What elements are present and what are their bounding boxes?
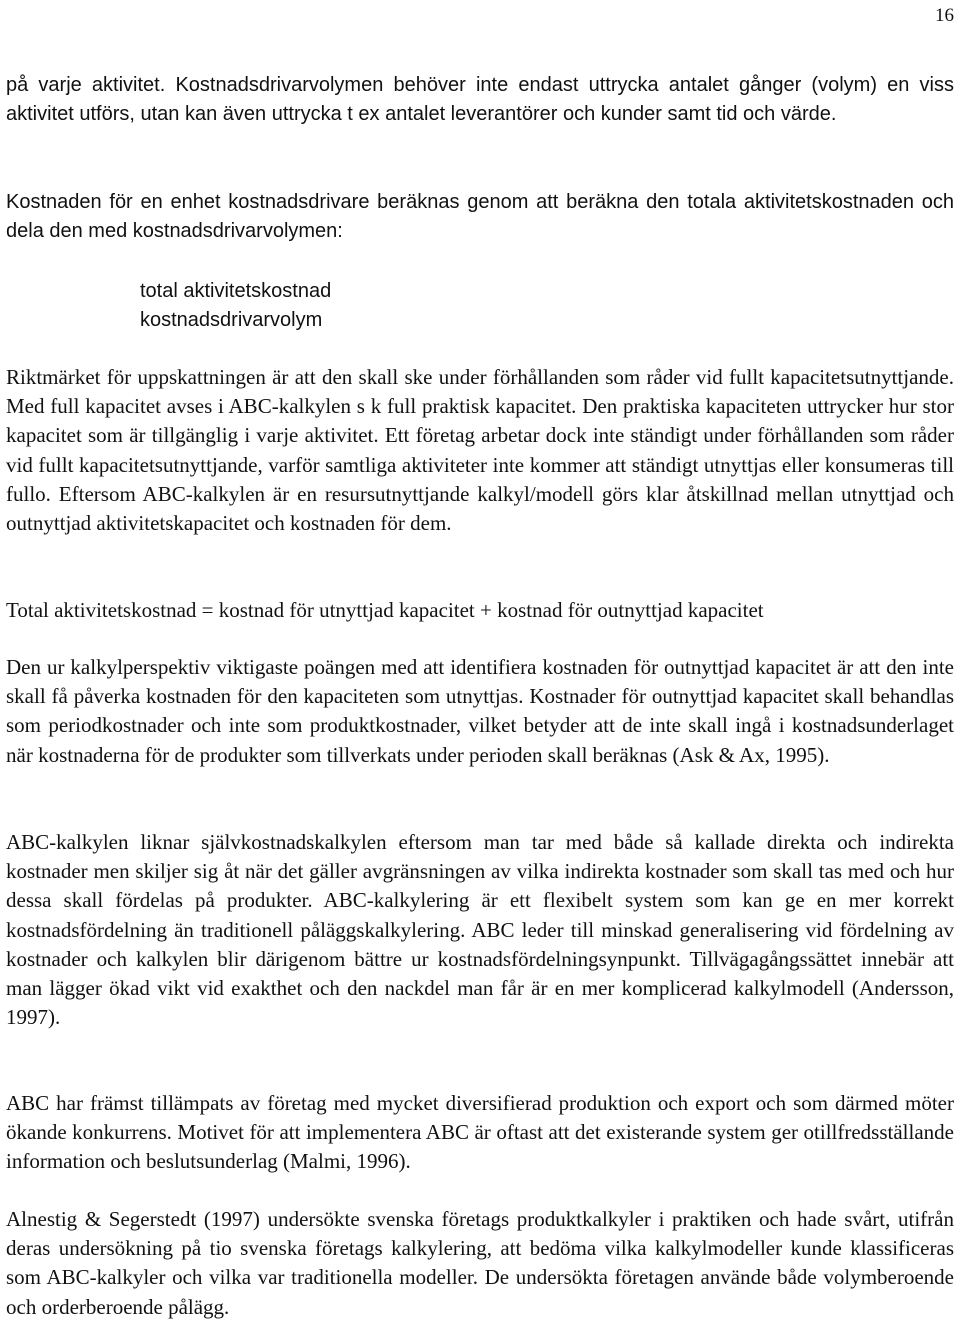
cost-equation: Total aktivitetskostnad = kostnad för utnyttjad kapacitet + kostnad för outnyttjad kapacitet xyxy=(6,598,764,622)
formula-denominator: kostnadsdrivarvolym xyxy=(140,309,323,331)
paragraph-capacity: Riktmärket för uppskattningen är att den skall ske under förhållanden som råder vid fullt kapacitetsutnyttjande. Med full kapacitet avses i ABC-kalkylen s k full praktisk kapacitet. Den praktiska kapaciteten uttrycker hur stor kapacitet som är tillgänglig i varje aktivitet. Ett företag arbetar dock inte ständigt under förhållanden som råder vid fullt kapacitetsutnyttjande, varför samtliga aktiviteter inte kommer att ständigt utnyttjas eller konsumeras till fullo. Eftersom ABC-kalkylen är en resursutnyttjande kalkyl/modell görs klar åtskillnad mellan utnyttjad och outnyttjad aktivitetskapacitet och kostnaden för dem. xyxy=(6,365,954,536)
formula-numerator: total aktivitetskostnad xyxy=(140,280,332,302)
paragraph-cost-per-unit: Kostnaden för en enhet kostnadsdrivare beräknas genom att beräkna den totala aktivitetskostnaden och dela den med kostnadsdrivarvolymen: xyxy=(6,191,954,243)
formula xyxy=(140,277,331,335)
paragraph-unused-capacity: Den ur kalkylperspektiv viktigaste poängen med att identifiera kostnaden för outnyttjad kapacitet är att den inte skall få påverka kostnaden för den kapaciteten som utnyttjas. Kostnader för outnyttjad kapacitet skall behandlas som periodkostnader och inte som produktkostnader, vilket betyder att de inte skall ingå i kostnadsunderlaget när kostnaderna för de produkter som tillverkats under perioden skall beräknas (Ask & Ax, 1995). xyxy=(6,655,954,767)
paragraph-intro: på varje aktivitet. Kostnadsdrivarvolymen behöver inte endast uttrycka antalet gånger (volym) en viss aktivitet utförs, utan kan även uttrycka t ex antalet leverantörer och kunder samt tid och värde. xyxy=(6,74,954,126)
paragraph-study: Alnestig & Segerstedt (1997) undersökte svenska företags produktkalkyler i praktiken och hade svårt, utifrån deras undersökning på tio svenska företags kalkylering, att bedöma vilka kalkylmodeller kunde klassificeras som ABC-kalkyler och vilka var traditionella modeller. De undersökta företagen använde både volymberoende och orderberoende pålägg. xyxy=(6,1207,954,1319)
page-number: 16 xyxy=(935,5,954,26)
paragraph-abc-comparison: ABC-kalkylen liknar självkostnadskalkylen eftersom man tar med både så kallade direkta och indirekta kostnader men skiljer sig åt när det gäller avgränsningen av vilka indirekta kostnader som skall tas med och hur dessa skall fördelas på produkter. ABC-kalkylering är ett flexibelt system som kan ge en mer korrekt kostnadsfördelning än traditionell påläggskalkylering. ABC leder till minskad generalisering vid fördelning av kostnader och kalkylen blir därigenom bättre ur kostnadsfördelningsynpunkt. Tillvägagångssättet innebär att man lägger ökad vikt vid exakthet och den nackdel man får är en mer komplicerad kalkylmodell (Andersson, 1997). xyxy=(6,830,954,1030)
paragraph-abc-usage: ABC har främst tillämpats av företag med mycket diversifierad produktion och export och som därmed möter ökande konkurrens. Motivet för att implementera ABC är oftast att det existerande system ger otillfredsställande information och beslutsunderlag (Malmi, 1996). xyxy=(6,1091,954,1174)
